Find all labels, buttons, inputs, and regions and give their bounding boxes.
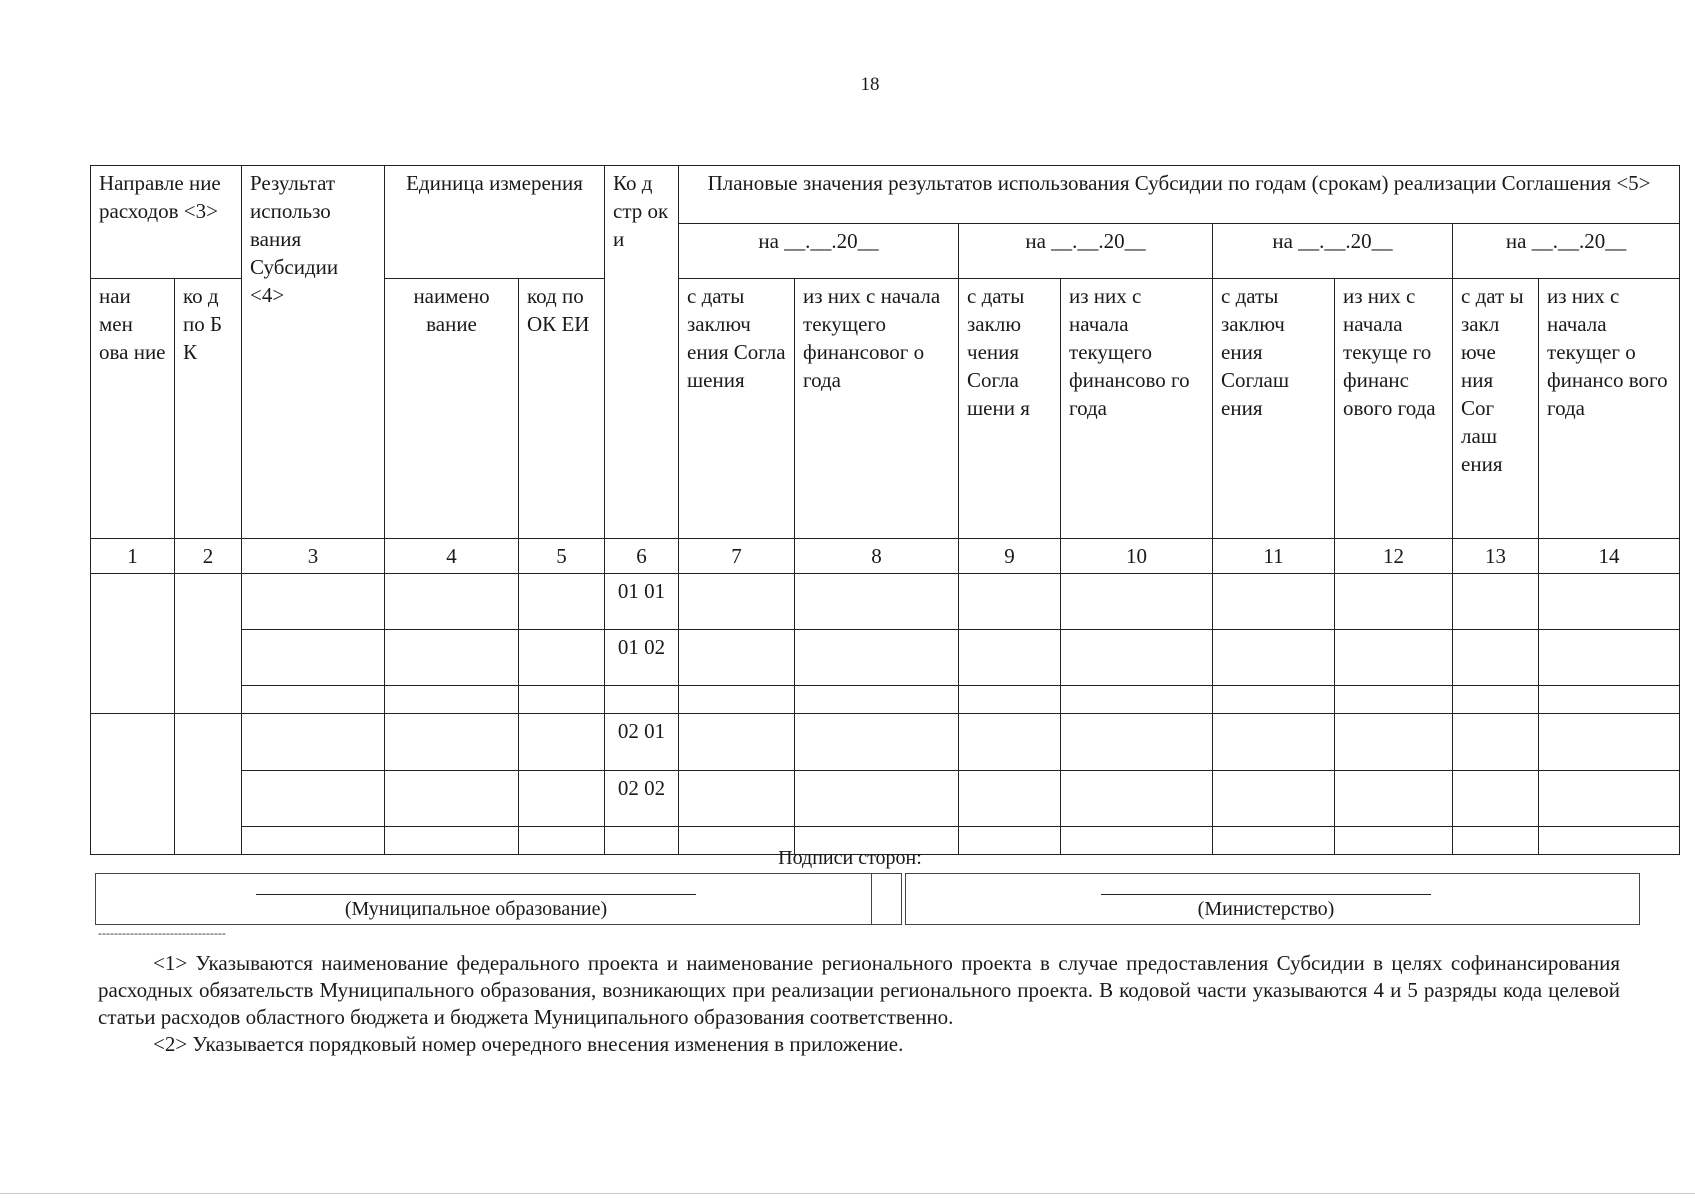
- cell-value[interactable]: [1213, 770, 1335, 826]
- cell-value[interactable]: [1061, 686, 1213, 714]
- header-okei-code: код по ОК ЕИ: [519, 279, 605, 538]
- cell-value[interactable]: [679, 573, 795, 629]
- cell-value[interactable]: [1213, 573, 1335, 629]
- header-unit-name: наимено вание: [385, 279, 519, 538]
- header-period-1: на __.__.20__: [679, 224, 959, 279]
- cell-direction-name[interactable]: [91, 573, 175, 714]
- cell-value[interactable]: [1335, 826, 1453, 854]
- table-row: [91, 714, 1680, 770]
- col-number: 10: [1061, 538, 1213, 573]
- cell-result[interactable]: [242, 686, 385, 714]
- cell-unit-name[interactable]: [385, 686, 519, 714]
- table-row: [91, 629, 1680, 685]
- cell-okei[interactable]: [519, 714, 605, 770]
- col-number: 6: [605, 538, 679, 573]
- cell-value[interactable]: [795, 686, 959, 714]
- header-result: Результат использо вания Субсидии <4>: [242, 166, 385, 539]
- cell-direction-name[interactable]: [91, 714, 175, 855]
- col-number: 5: [519, 538, 605, 573]
- cell-result[interactable]: [242, 629, 385, 685]
- column-number-row: [91, 538, 1680, 573]
- cell-value[interactable]: [1335, 770, 1453, 826]
- cell-value[interactable]: [959, 629, 1061, 685]
- signature-block-municipality: [95, 873, 902, 925]
- header-sub-5: с даты заключ ения Соглаш ения: [1213, 279, 1335, 538]
- table-row: [91, 686, 1680, 714]
- cell-value[interactable]: [959, 714, 1061, 770]
- cell-value[interactable]: [1539, 573, 1680, 629]
- cell-value[interactable]: [1213, 686, 1335, 714]
- cell-value[interactable]: [1213, 826, 1335, 854]
- col-number: 1: [91, 538, 175, 573]
- cell-value[interactable]: [679, 629, 795, 685]
- cell-value[interactable]: [1453, 770, 1539, 826]
- signature-line[interactable]: [256, 894, 696, 895]
- cell-value[interactable]: [1539, 714, 1680, 770]
- cell-okei[interactable]: [519, 826, 605, 854]
- cell-unit-name[interactable]: [385, 573, 519, 629]
- header-unit: Единица измерения: [385, 166, 605, 279]
- page-number: 18: [860, 74, 880, 95]
- cell-kbk[interactable]: [175, 714, 242, 855]
- cell-value[interactable]: [1061, 714, 1213, 770]
- col-number: 9: [959, 538, 1061, 573]
- cell-value[interactable]: [1453, 714, 1539, 770]
- cell-value[interactable]: [1061, 629, 1213, 685]
- page-bottom-rule: [0, 1193, 1695, 1194]
- cell-value[interactable]: [1061, 826, 1213, 854]
- header-sub-2: из них с начала текущего финансовог о года: [795, 279, 959, 538]
- signature-block-ministry: [905, 873, 1640, 925]
- cell-result[interactable]: [242, 714, 385, 770]
- col-number: 14: [1539, 538, 1680, 573]
- cell-value[interactable]: [795, 573, 959, 629]
- col-number: 11: [1213, 538, 1335, 573]
- cell-value[interactable]: [959, 573, 1061, 629]
- cell-value[interactable]: [1213, 714, 1335, 770]
- cell-value[interactable]: [1453, 629, 1539, 685]
- header-sub-7: с дат ы закл юче ния Сог лаш ения: [1453, 279, 1539, 538]
- cell-value[interactable]: [795, 629, 959, 685]
- footnotes: [98, 950, 1620, 1058]
- cell-value[interactable]: [795, 770, 959, 826]
- cell-okei[interactable]: [519, 686, 605, 714]
- header-direction: Направле ние расходов <3>: [91, 166, 242, 279]
- cell-unit-name[interactable]: [385, 714, 519, 770]
- footnote-2: <2> Указывается порядковый номер очередного внесения изменения в приложение.: [153, 1032, 904, 1056]
- header-sub-3: с даты заклю чения Согла шени я: [959, 279, 1061, 538]
- col-number: 8: [795, 538, 959, 573]
- cell-value[interactable]: [1335, 629, 1453, 685]
- header-period-4: на __.__.20__: [1453, 224, 1680, 279]
- row-code: 02 02: [605, 770, 679, 826]
- cell-result[interactable]: [242, 573, 385, 629]
- footnote-separator: --------------------------------: [98, 928, 226, 938]
- signatures-title: Подписи сторон:: [778, 847, 922, 869]
- cell-unit-name[interactable]: [385, 770, 519, 826]
- cell-value[interactable]: [1539, 629, 1680, 685]
- col-number: 7: [679, 538, 795, 573]
- divider: [871, 874, 872, 924]
- cell-value[interactable]: [1335, 573, 1453, 629]
- cell-value[interactable]: [679, 686, 795, 714]
- cell-value[interactable]: [679, 770, 795, 826]
- header-row-code: Ко д стр ок и: [605, 166, 679, 539]
- cell-value[interactable]: [1539, 826, 1680, 854]
- col-number: 4: [385, 538, 519, 573]
- header-direction-name: наи мен ова ние: [91, 279, 175, 538]
- signature-line[interactable]: [1101, 894, 1431, 895]
- table-row: [91, 573, 1680, 629]
- cell-okei[interactable]: [519, 770, 605, 826]
- cell-result[interactable]: [242, 826, 385, 854]
- col-number: 12: [1335, 538, 1453, 573]
- cell-unit-name[interactable]: [385, 629, 519, 685]
- header-sub-1: с даты заключ ения Согла шения: [679, 279, 795, 538]
- cell-value[interactable]: [1539, 686, 1680, 714]
- cell-value[interactable]: [795, 714, 959, 770]
- row-code: 01 01: [605, 573, 679, 629]
- cell-okei[interactable]: [519, 629, 605, 685]
- header-period-2: на __.__.20__: [959, 224, 1213, 279]
- cell-value[interactable]: [1335, 714, 1453, 770]
- row-code: 01 02: [605, 629, 679, 685]
- table-row: [91, 770, 1680, 826]
- cell-value[interactable]: [1335, 686, 1453, 714]
- cell-value[interactable]: [1453, 826, 1539, 854]
- row-code: 02 01: [605, 714, 679, 770]
- cell-kbk[interactable]: [175, 573, 242, 714]
- cell-result[interactable]: [242, 770, 385, 826]
- cell-row-code[interactable]: [605, 826, 679, 854]
- cell-value[interactable]: [1539, 770, 1680, 826]
- cell-value[interactable]: [959, 770, 1061, 826]
- signature-caption-ministry: (Министерство): [1197, 898, 1335, 920]
- cell-okei[interactable]: [519, 573, 605, 629]
- header-period-3: на __.__.20__: [1213, 224, 1453, 279]
- cell-value[interactable]: [1453, 573, 1539, 629]
- cell-value[interactable]: [1061, 573, 1213, 629]
- header-kbk-code: ко д по Б К: [175, 279, 242, 538]
- cell-value[interactable]: [679, 714, 795, 770]
- cell-value[interactable]: [1213, 629, 1335, 685]
- footnote-1: <1> Указываются наименование федерального проекта и наименование регионального проекта в случае предоставления Субсидии в целях софинансирования расходных обязательств Муниципального образования, возникающих при реализации регионального проекта. В кодовой части указываются 4 и 5 разряды кода целевой статьи расходов областного бюджета и бюджета Муниципального образования соответственно.: [98, 951, 1620, 1029]
- signature-caption-municipality: (Муниципальное образование): [344, 898, 608, 920]
- col-number: 3: [242, 538, 385, 573]
- col-number: 13: [1453, 538, 1539, 573]
- results-table: [90, 165, 1680, 855]
- header-sub-8: из них с начала текущег о финансо вого года: [1539, 279, 1680, 538]
- header-sub-6: из них с начала текуще го финанс ового года: [1335, 279, 1453, 538]
- header-sub-4: из них с начала текущего финансово го года: [1061, 279, 1213, 538]
- header-planned-values: Плановые значения результатов использования Субсидии по годам (срокам) реализации Соглашения <5>: [679, 166, 1680, 224]
- cell-value[interactable]: [959, 686, 1061, 714]
- cell-value[interactable]: [1061, 770, 1213, 826]
- col-number: 2: [175, 538, 242, 573]
- cell-row-code[interactable]: [605, 686, 679, 714]
- cell-unit-name[interactable]: [385, 826, 519, 854]
- cell-value[interactable]: [1453, 686, 1539, 714]
